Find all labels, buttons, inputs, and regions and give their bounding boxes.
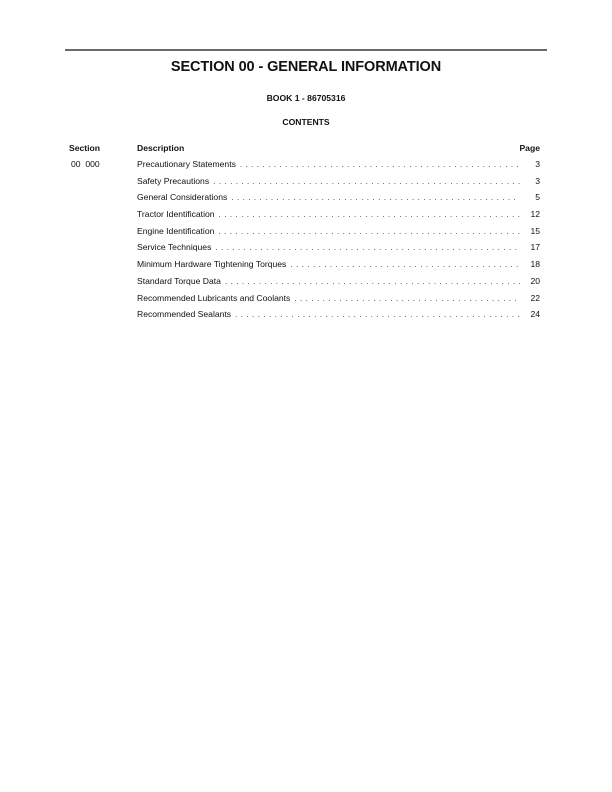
dot-leader <box>213 177 520 186</box>
toc-entry[interactable] <box>137 192 540 209</box>
toc-entry-page: 3 <box>535 159 540 169</box>
column-header-section: Section <box>69 143 101 153</box>
toc-entry[interactable] <box>137 276 540 293</box>
toc-entry-description: Service Techniques <box>137 242 212 253</box>
toc-entry-description: Recommended Lubricants and Coolants <box>137 292 291 303</box>
toc-entry[interactable] <box>137 226 540 243</box>
toc-entry-page: 15 <box>530 225 540 236</box>
table-of-contents <box>137 159 540 326</box>
toc-entry-description: Safety Precautions <box>137 175 210 186</box>
toc-entry-page: 12 <box>530 209 540 220</box>
toc-entry[interactable] <box>137 176 540 193</box>
dot-leader <box>215 243 520 252</box>
column-header-page: Page <box>519 143 540 153</box>
toc-entry-page: 20 <box>530 275 540 286</box>
toc-entry-description: Minimum Hardware Tightening Torques <box>137 259 287 270</box>
dot-leader <box>294 294 520 303</box>
column-header-description: Description <box>137 143 185 153</box>
toc-entry-page: 17 <box>530 242 540 253</box>
toc-entry-description: Engine Identification <box>137 225 215 236</box>
toc-entry-page: 5 <box>535 192 540 203</box>
section-code: 00 000 <box>71 159 100 169</box>
toc-entry-description: Recommended Sealants <box>137 309 232 320</box>
toc-entry-page: 18 <box>530 259 540 270</box>
toc-entry-description: Tractor Identification <box>137 209 215 220</box>
contents-heading: CONTENTS <box>282 117 330 127</box>
toc-entry-description: Standard Torque Data <box>137 275 221 286</box>
book-number: BOOK 1 - 86705316 <box>266 93 346 103</box>
toc-entry[interactable] <box>137 209 540 226</box>
toc-entry[interactable] <box>137 259 540 276</box>
dot-leader <box>290 260 520 269</box>
toc-entry-page: 3 <box>535 175 540 186</box>
dot-leader <box>240 160 520 169</box>
toc-entry[interactable] <box>137 293 540 310</box>
toc-entry-page: 24 <box>530 309 540 320</box>
toc-entry-description: General Considerations <box>137 192 228 203</box>
dot-leader <box>219 210 520 219</box>
header-rule <box>65 49 547 51</box>
toc-entry[interactable] <box>137 159 540 176</box>
toc-entry-description: Precautionary Statements <box>137 159 236 169</box>
dot-leader <box>231 193 520 202</box>
page-title: SECTION 00 - GENERAL INFORMATION <box>170 59 442 75</box>
toc-entry[interactable] <box>137 309 540 326</box>
dot-leader <box>225 277 520 286</box>
toc-entry-page: 22 <box>530 292 540 303</box>
dot-leader <box>218 227 520 236</box>
dot-leader <box>235 310 520 319</box>
toc-entry[interactable] <box>137 242 540 259</box>
